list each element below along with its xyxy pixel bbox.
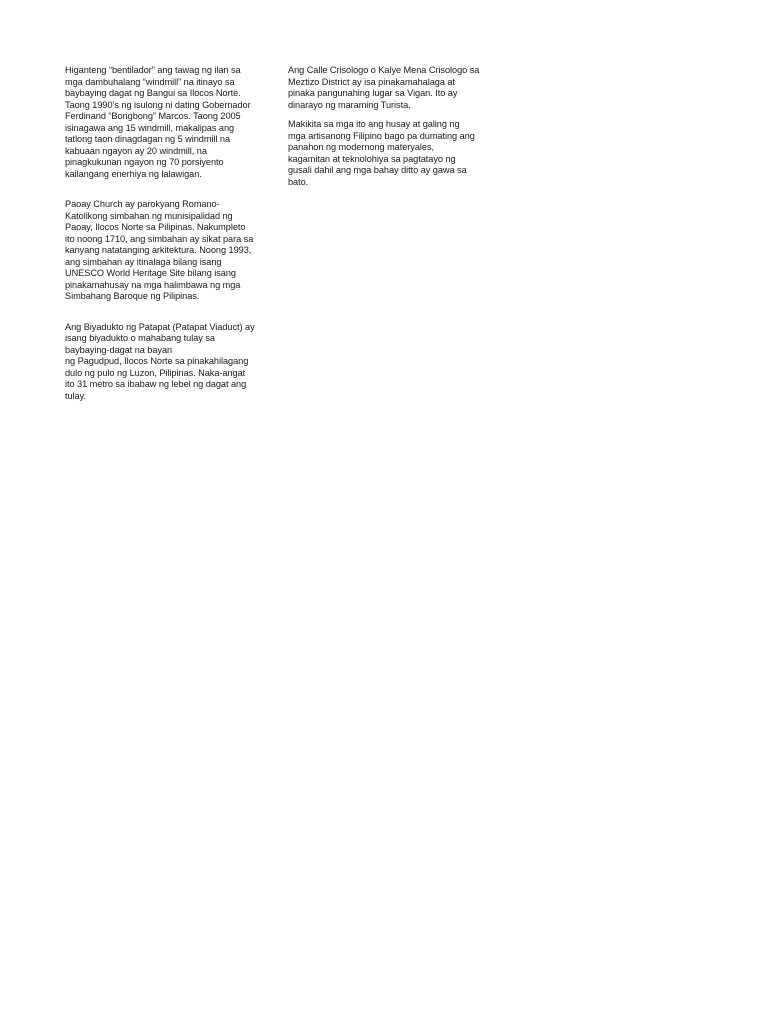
- text-line: baybaying dagat ng Bangui sa Ilocos Norte.: [65, 88, 241, 98]
- text-line: Simbahang Baroque ng Pilipinas.: [65, 291, 200, 301]
- right-text-column: [288, 65, 488, 196]
- text-line: dulo ng pulo ng Luzon, Pilipinas. Naka-angat: [65, 367, 246, 378]
- text-line: Paoay, Ilocos Norte sa Pilipinas. Nakumpleto: [65, 222, 246, 232]
- text-line: panahon ng modernong materyales,: [288, 142, 435, 152]
- text-line: ng Pagudpud, Ilocos Norte sa pinakahilagang: [65, 356, 249, 366]
- text-line: tulay.: [65, 390, 86, 401]
- text-line: ito 31 metro sa ibabaw ng lebel ng dagat ang: [65, 379, 247, 389]
- text-line: Ferdinand “Bongbong” Marcos. Taong 2005: [65, 111, 241, 121]
- text-line: mga dambuhalang “windmill” na itinayo sa: [65, 76, 235, 87]
- text-line: gusali dahil ang mga bahay ditto ay gawa sa: [288, 165, 467, 175]
- text-line: isang biyadukto o mahabang tulay sa: [65, 333, 215, 343]
- text-line: mga artisanong Filipino bago pa dumating ang: [288, 130, 475, 141]
- text-line: Ang Biyadukto ng Patapat (Patapat Viaduct) ay: [65, 321, 255, 332]
- text-line: ang simbahan ay itinalaga bilang isang: [65, 256, 222, 267]
- text-line: Meztizo District ay isa pinakamahalaga at: [288, 76, 455, 87]
- paragraph-bangui-windmills: [65, 65, 265, 180]
- text-line: ito noong 1710, ang simbahan ay sikat para sa: [65, 233, 254, 244]
- text-line: bato.: [288, 176, 309, 187]
- text-line: baybaying-dagat na bayan: [65, 344, 173, 355]
- text-line: pinagkukunan ngayon ng 70 porsiyento: [65, 157, 224, 167]
- paragraph-calle-crisologo: [288, 65, 488, 111]
- text-line: Taong 1990’s ng isulong ni dating Gobernador: [65, 99, 251, 110]
- text-line: kanyang natatanging arkitektura. Noong 1993,: [65, 245, 252, 255]
- text-line: kagamitan at teknolohiya sa pagtatayo ng: [288, 153, 456, 164]
- paragraph-patapat-viaduct: [65, 322, 265, 403]
- text-line: Paoay Church ay parokyang Romano-: [65, 199, 220, 209]
- text-line: Higanteng “bentilador” ang tawag ng ilan sa: [65, 65, 241, 75]
- text-line: pinakamahusay na mga halimbawa ng mga: [65, 279, 241, 290]
- text-line: tatlong taon dinagdagan ng 5 windmill na: [65, 134, 231, 144]
- paragraph-paoay-church: [65, 199, 265, 303]
- text-line: pinaka pangunahing lugar sa Vigan. Ito ay: [288, 88, 458, 98]
- text-line: kabuaan ngayon ay 20 windmill, na: [65, 145, 207, 156]
- text-line: UNESCO World Heritage Site bilang isang: [65, 268, 236, 278]
- text-line: Katolikong simbahan ng munisipalidad ng: [65, 210, 233, 221]
- text-line: isinagawa ang 15 windmill, makalipas ang: [65, 122, 235, 133]
- text-line: kailangang enerhiya ng lalawigan.: [65, 168, 202, 179]
- text-line: Makikita sa mga ito ang husay at galing ng: [288, 119, 460, 129]
- text-line: Ang Calle Crisologo o Kalye Mena Crisologo sa: [288, 65, 480, 75]
- paragraph-artisans: [288, 119, 488, 188]
- left-text-column: [65, 65, 265, 421]
- text-line: dinarayo ng maraming Turista.: [288, 99, 411, 110]
